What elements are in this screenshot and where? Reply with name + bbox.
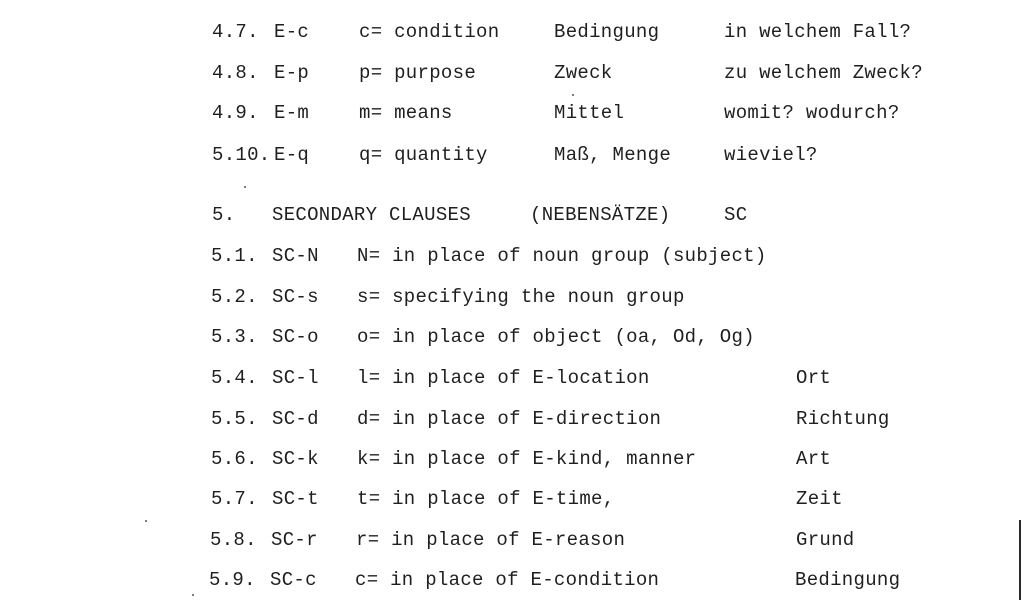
row-german: Bedingung [554,21,660,43]
row-definition: p= purpose [359,62,477,84]
row-german: Zeit [796,488,843,510]
secondary-row-5-9 [0,567,1024,593]
row-number: 4.9. [212,102,259,124]
row-definition: N= in place of noun group (subject) [357,245,767,267]
row-german: Richtung [796,408,890,430]
row-definition: c= in place of E-condition [355,569,660,591]
section-title: SECONDARY CLAUSES [272,204,471,226]
row-number: 5.8. [210,529,257,551]
row-german: Ort [796,367,832,389]
row-definition: t= in place of E-time, [357,488,615,510]
row-code: SC-s [272,286,319,308]
row-german: Art [796,448,832,470]
row-code: SC-c [270,569,317,591]
section-abbreviation: SC [724,204,748,226]
secondary-row-5-5 [0,406,1024,432]
clause-row-4-9 [0,100,1024,126]
row-code: E-p [274,62,310,84]
secondary-row-5-6 [0,446,1024,472]
row-code: SC-o [272,326,319,348]
scan-speck [244,186,246,188]
scan-speck [572,94,574,96]
row-question: zu welchem Zweck? [724,62,923,84]
secondary-row-5-1 [0,243,1024,269]
row-code: E-m [274,102,310,124]
row-number: 5.6. [211,448,258,470]
section-number: 5. [212,204,236,226]
clause-row-5-10 [0,142,1024,168]
row-number: 5.2. [211,286,258,308]
row-definition: s= specifying the noun group [357,286,685,308]
clause-row-4-8 [0,60,1024,86]
row-question: womit? wodurch? [724,102,900,124]
row-definition: q= quantity [359,144,488,166]
section-german-title: (NEBENSÄTZE) [530,204,671,226]
row-question: wieviel? [724,144,818,166]
row-definition: m= means [359,102,453,124]
secondary-row-5-3 [0,324,1024,350]
row-number: 5.4. [211,367,258,389]
row-code: SC-t [272,488,319,510]
row-code: SC-l [272,367,319,389]
row-code: E-c [274,21,310,43]
row-number: 5.7. [211,488,258,510]
row-code: SC-d [272,408,319,430]
row-definition: o= in place of object (oa, Od, Og) [357,326,755,348]
row-definition: d= in place of E-direction [357,408,662,430]
secondary-row-5-8 [0,527,1024,553]
row-code: SC-r [271,529,318,551]
secondary-row-5-2 [0,284,1024,310]
page-edge-shadow [1019,520,1021,600]
scan-speck [145,520,147,522]
row-code: E-q [274,144,310,166]
row-german: Zweck [554,62,613,84]
row-number: 5.9. [209,569,256,591]
row-german: Mittel [554,102,625,124]
row-question: in welchem Fall? [724,21,912,43]
row-german: Bedingung [795,569,901,591]
secondary-row-5-4 [0,365,1024,391]
row-number: 5.10. [212,144,271,166]
row-code: SC-k [272,448,319,470]
row-definition: k= in place of E-kind, manner [357,448,697,470]
row-definition: r= in place of E-reason [356,529,626,551]
scan-speck [192,594,194,596]
row-german: Maß, Menge [554,144,672,166]
row-number: 4.7. [212,21,259,43]
row-german: Grund [796,529,855,551]
row-code: SC-N [272,245,319,267]
clause-row-4-7 [0,19,1024,45]
row-number: 4.8. [212,62,259,84]
row-definition: l= in place of E-location [357,367,650,389]
row-definition: c= condition [359,21,500,43]
secondary-row-5-7 [0,486,1024,512]
row-number: 5.5. [211,408,258,430]
row-number: 5.3. [211,326,258,348]
row-number: 5.1. [211,245,258,267]
section-heading [0,202,1024,228]
